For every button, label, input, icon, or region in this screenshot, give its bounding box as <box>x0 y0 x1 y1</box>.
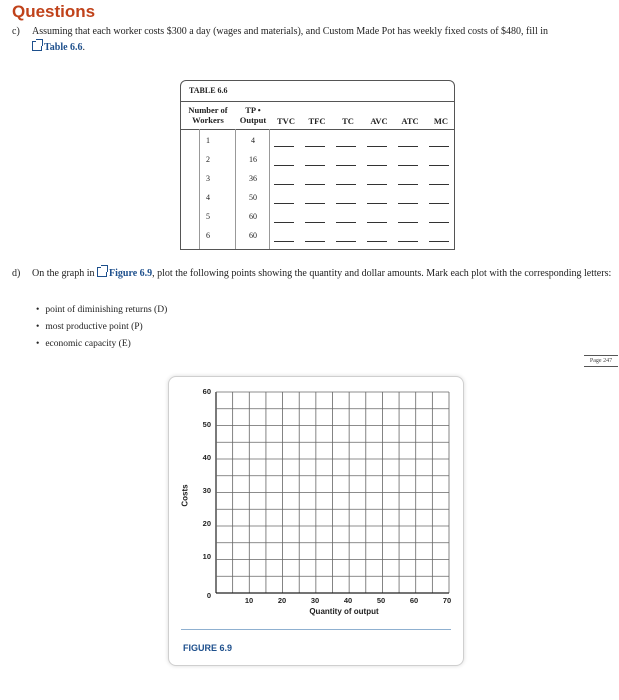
question-d-label: d) <box>12 268 21 279</box>
header-atc: ATC <box>401 116 419 126</box>
list-item: • economic capacity (E) <box>36 336 167 353</box>
answer-blank[interactable] <box>429 184 449 185</box>
external-link-icon <box>97 267 107 277</box>
figure-divider <box>181 629 451 630</box>
answer-blank[interactable] <box>274 222 294 223</box>
figure-6-9-link[interactable]: Figure 6.9 <box>109 268 153 279</box>
x-tick-label: 60 <box>409 596 419 605</box>
answer-blank[interactable] <box>367 241 387 242</box>
header-output: TP • Output <box>239 105 267 125</box>
x-axis-title: Quantity of output <box>309 607 379 616</box>
y-tick-label: 30 <box>202 486 211 495</box>
answer-blank[interactable] <box>429 203 449 204</box>
question-c-link-line <box>32 40 85 55</box>
answer-blank[interactable] <box>305 203 325 204</box>
y-tick-label: 50 <box>202 420 211 429</box>
answer-blank[interactable] <box>305 222 325 223</box>
header-tvc: TVC <box>277 116 295 126</box>
question-c <box>12 24 612 39</box>
answer-blank[interactable] <box>367 184 387 185</box>
y-tick-label: 20 <box>202 519 211 528</box>
answer-blank[interactable] <box>305 184 325 185</box>
answer-blank[interactable] <box>398 165 418 166</box>
x-tick-label: 40 <box>343 596 353 605</box>
page-reference: Page 247 <box>584 355 618 367</box>
answer-blank[interactable] <box>336 222 356 223</box>
table-cell-workers: 4 <box>206 193 210 202</box>
question-c-suffix: . <box>82 42 86 53</box>
answer-blank[interactable] <box>367 203 387 204</box>
answer-blank[interactable] <box>274 203 294 204</box>
answer-blank[interactable] <box>367 165 387 166</box>
table-cell-output: 16 <box>249 155 257 164</box>
table-cell-output: 4 <box>251 136 255 145</box>
table-cell-workers: 3 <box>206 174 210 183</box>
table-body-rule <box>181 129 454 130</box>
table-cell-workers: 5 <box>206 212 210 221</box>
column-separator <box>235 129 236 249</box>
x-tick-label: 10 <box>244 596 254 605</box>
answer-blank[interactable] <box>429 241 449 242</box>
table-cell-workers: 6 <box>206 231 210 240</box>
answer-blank[interactable] <box>336 203 356 204</box>
question-c-label: c) <box>12 26 20 37</box>
answer-blank[interactable] <box>274 241 294 242</box>
header-tc: TC <box>342 116 354 126</box>
question-d-text-after: , plot the following points showing the quantity and dollar amounts. Mark each plot with the corresponding letters: <box>152 268 612 279</box>
answer-blank[interactable] <box>429 146 449 147</box>
header-tfc: TFC <box>308 116 326 126</box>
answer-blank[interactable] <box>336 165 356 166</box>
figure-6-9 <box>168 376 464 666</box>
figure-label: FIGURE 6.9 <box>183 643 233 653</box>
question-d-text-before: On the graph in <box>32 268 95 279</box>
list-item: • point of diminishing returns (D) <box>36 302 167 319</box>
answer-blank[interactable] <box>305 165 325 166</box>
header-workers: Number of Workers <box>188 105 228 125</box>
answer-blank[interactable] <box>336 241 356 242</box>
page-heading: Questions <box>12 2 96 21</box>
table-6-6 <box>180 80 455 250</box>
answer-blank[interactable] <box>398 203 418 204</box>
x-tick-label: 20 <box>277 596 287 605</box>
table-cell-output: 60 <box>249 212 257 221</box>
answer-blank[interactable] <box>429 165 449 166</box>
question-d <box>12 266 612 281</box>
table-cell-output: 60 <box>249 231 257 240</box>
table-cell-output: 50 <box>249 193 257 202</box>
header-avc: AVC <box>370 116 388 126</box>
y-tick-label: 60 <box>202 387 211 396</box>
answer-blank[interactable] <box>274 184 294 185</box>
x-tick-label: 30 <box>310 596 320 605</box>
answer-blank[interactable] <box>398 222 418 223</box>
table-header-rule <box>181 101 454 102</box>
table-cell-output: 36 <box>249 174 257 183</box>
y-tick-label: 0 <box>206 591 211 600</box>
answer-blank[interactable] <box>398 241 418 242</box>
x-tick-label: 70 <box>442 596 452 605</box>
table-cell-workers: 2 <box>206 155 210 164</box>
answer-blank[interactable] <box>305 146 325 147</box>
bullet-list <box>36 302 167 353</box>
table-cell-workers: 1 <box>206 136 210 145</box>
y-tick-label: 10 <box>202 552 211 561</box>
table-6-6-link[interactable]: Table 6.6 <box>44 42 83 53</box>
answer-blank[interactable] <box>305 241 325 242</box>
table-title: TABLE 6.6 <box>189 86 228 95</box>
question-c-text: Assuming that each worker costs $300 a day (wages and materials), and Custom Made Pot has weekly fixed costs of $480, fill in <box>32 26 549 37</box>
external-link-icon <box>32 41 42 51</box>
x-tick-label: 50 <box>376 596 386 605</box>
answer-blank[interactable] <box>274 146 294 147</box>
header-mc: MC <box>433 116 449 126</box>
blank-graph-grid <box>169 377 463 665</box>
list-item: • most productive point (P) <box>36 319 167 336</box>
answer-blank[interactable] <box>398 184 418 185</box>
answer-blank[interactable] <box>336 146 356 147</box>
answer-blank[interactable] <box>429 222 449 223</box>
answer-blank[interactable] <box>367 146 387 147</box>
answer-blank[interactable] <box>336 184 356 185</box>
y-axis-title: Costs <box>180 484 190 507</box>
answer-blank[interactable] <box>367 222 387 223</box>
answer-blank[interactable] <box>274 165 294 166</box>
answer-blank[interactable] <box>398 146 418 147</box>
column-separator <box>269 129 270 249</box>
y-tick-label: 40 <box>202 453 211 462</box>
